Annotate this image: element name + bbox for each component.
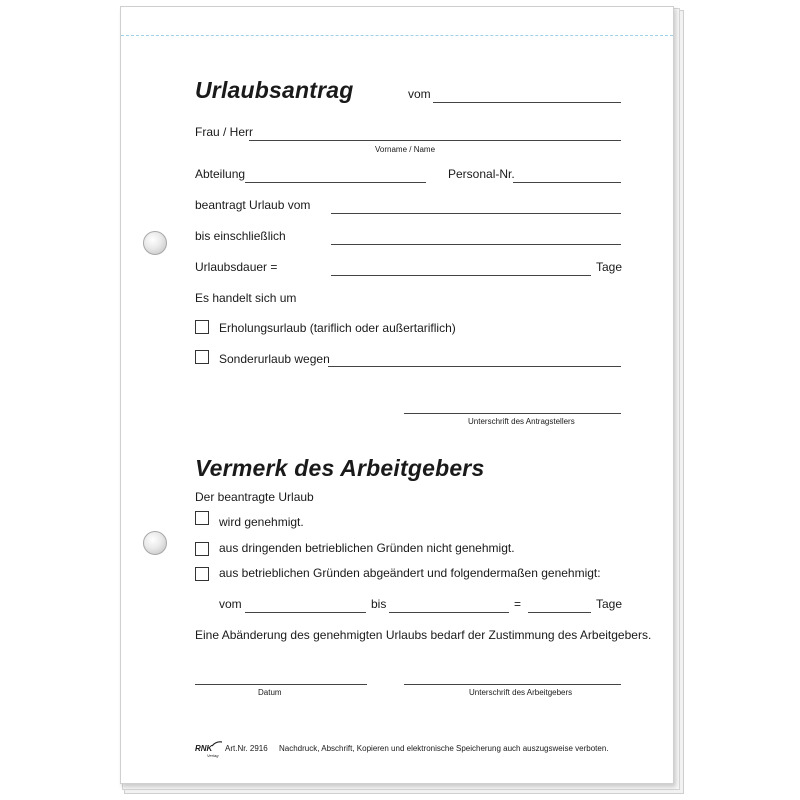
copyright-notice: Nachdruck, Abschrift, Kopieren und elektronische Speicherung auch auszugsweise verboten. bbox=[279, 744, 609, 753]
name-label: Frau / Herr bbox=[195, 125, 254, 139]
dauer-label: Urlaubsdauer = bbox=[195, 260, 278, 274]
emp-bis-field[interactable] bbox=[389, 612, 509, 613]
logo-swoosh-icon bbox=[212, 741, 222, 747]
sonder-label: Sonderurlaub wegen bbox=[219, 352, 330, 366]
emp-vom-label: vom bbox=[219, 597, 242, 611]
tage-label: Tage bbox=[596, 260, 623, 274]
emp-bis-label: bis bbox=[371, 597, 387, 611]
emp-equals-label: = bbox=[514, 597, 522, 611]
personal-nr-field[interactable] bbox=[513, 182, 621, 183]
vom-date-field[interactable] bbox=[433, 102, 621, 103]
form-sheet bbox=[120, 6, 674, 784]
geaendert-label: aus betrieblichen Gründen abgeändert und folgendermaßen genehmigt: bbox=[219, 566, 601, 580]
emp-vom-field[interactable] bbox=[245, 612, 366, 613]
erholung-label: Erholungsurlaub (tariflich oder außertariflich) bbox=[219, 321, 456, 335]
nicht-genehmigt-label: aus dringenden betrieblichen Gründen nicht genehmigt. bbox=[219, 541, 515, 555]
urlaub-vom-field[interactable] bbox=[331, 213, 621, 214]
employer-signature-label: Unterschrift des Arbeitgebers bbox=[469, 688, 573, 697]
applicant-signature-label: Unterschrift des Antragstellers bbox=[468, 417, 575, 426]
employer-signature-field[interactable] bbox=[404, 684, 621, 685]
emp-tage-label: Tage bbox=[596, 597, 623, 611]
geaendert-checkbox[interactable] bbox=[195, 567, 209, 581]
bis-field[interactable] bbox=[331, 244, 621, 245]
form-title: Urlaubsantrag bbox=[195, 77, 354, 103]
emp-tage-field[interactable] bbox=[528, 612, 591, 613]
perforation-line bbox=[121, 35, 673, 36]
datum-field[interactable] bbox=[195, 684, 367, 685]
dauer-field[interactable] bbox=[331, 275, 591, 276]
erholung-checkbox[interactable] bbox=[195, 320, 209, 334]
bis-label: bis einschließlich bbox=[195, 229, 286, 243]
publisher-logo-sub: Verlag bbox=[207, 753, 219, 758]
es-handelt-label: Es handelt sich um bbox=[195, 291, 297, 305]
genehmigt-checkbox[interactable] bbox=[195, 511, 209, 525]
publisher-logo: RNK bbox=[195, 744, 213, 753]
sonder-checkbox[interactable] bbox=[195, 350, 209, 364]
punch-hole-bottom bbox=[143, 531, 167, 555]
abteilung-field[interactable] bbox=[245, 182, 426, 183]
datum-label: Datum bbox=[258, 688, 282, 697]
name-field[interactable] bbox=[249, 140, 621, 141]
employer-note: Eine Abänderung des genehmigten Urlaubs bedarf der Zustimmung des Arbeitgebers. bbox=[195, 628, 652, 642]
employer-title: Vermerk des Arbeitgebers bbox=[195, 455, 485, 481]
genehmigt-label: wird genehmigt. bbox=[219, 515, 304, 529]
article-number: Art.Nr. 2916 bbox=[225, 744, 268, 753]
sonder-reason-field[interactable] bbox=[328, 366, 621, 367]
punch-hole-top bbox=[143, 231, 167, 255]
name-hint: Vorname / Name bbox=[375, 145, 436, 154]
personal-nr-label: Personal-Nr. bbox=[448, 167, 515, 181]
abteilung-label: Abteilung bbox=[195, 167, 246, 181]
applicant-signature-field[interactable] bbox=[404, 413, 621, 414]
urlaub-vom-label: beantragt Urlaub vom bbox=[195, 198, 311, 212]
employer-intro: Der beantragte Urlaub bbox=[195, 490, 314, 504]
vom-label: vom bbox=[408, 87, 431, 101]
nicht-genehmigt-checkbox[interactable] bbox=[195, 542, 209, 556]
